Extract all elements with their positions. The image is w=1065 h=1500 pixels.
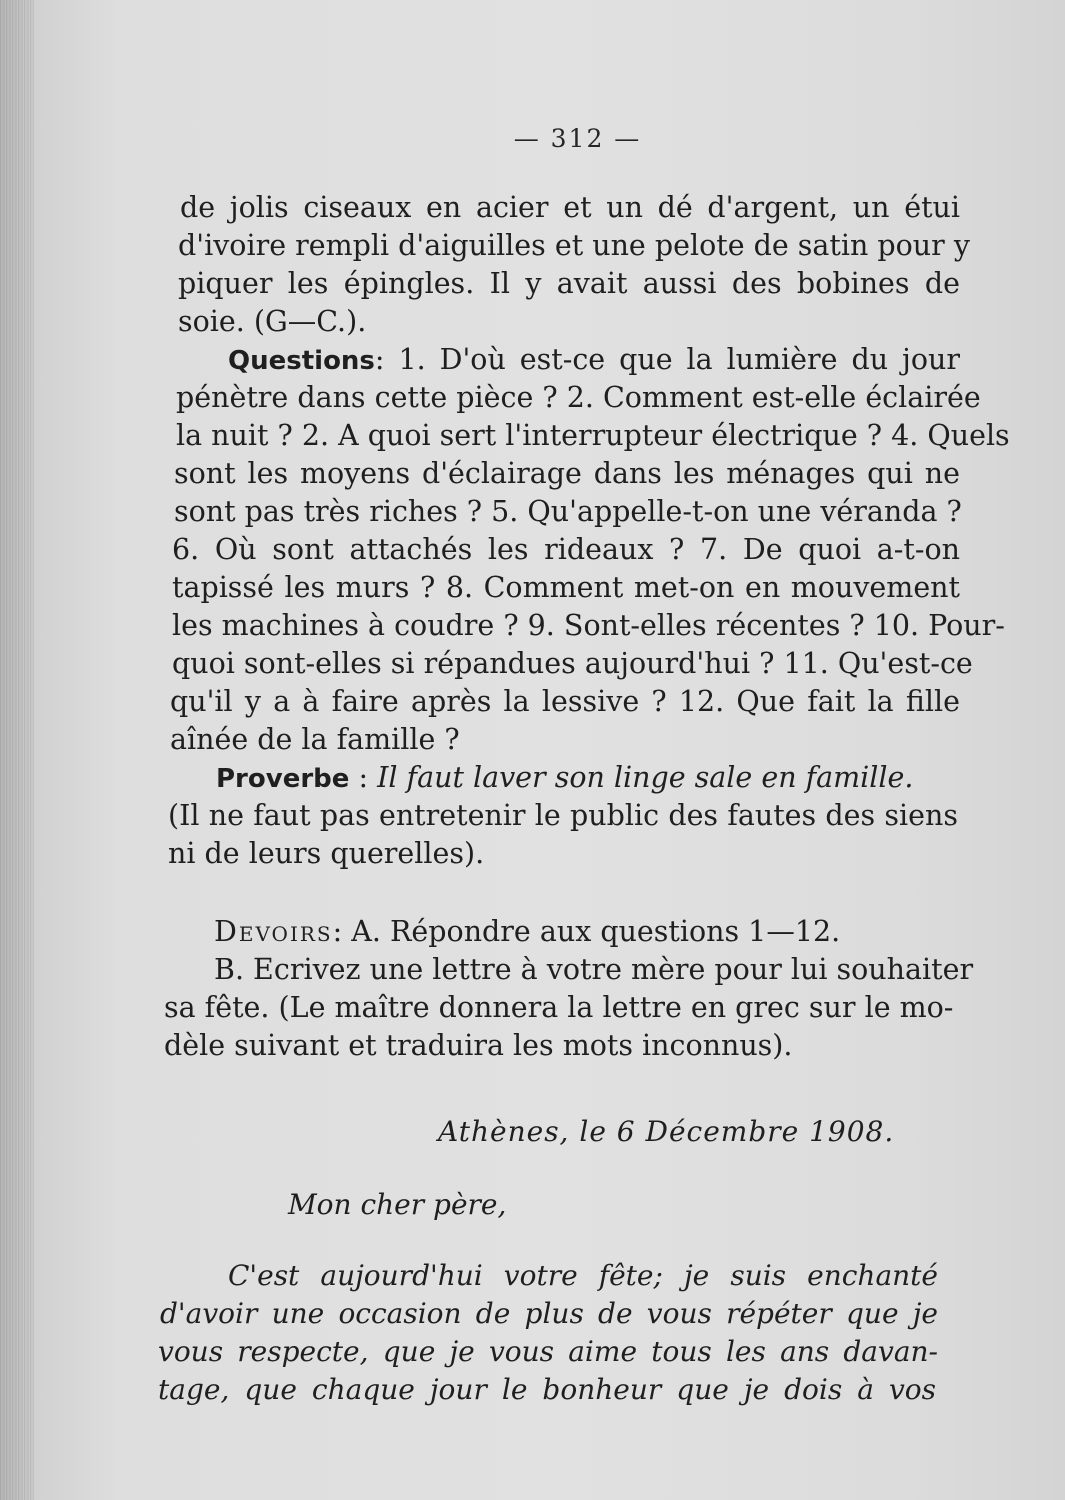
questions-line: les machines à coudre ? 9. Sont-elles récentes ? 10. Pour- — [172, 609, 1005, 642]
letter-date: Athènes, le 6 Décembre 1908. — [438, 1115, 895, 1148]
questions-line-1 — [228, 342, 960, 379]
questions-line: tapissé les murs ? 8. Comment met-on en mouvement — [172, 571, 960, 604]
devoirs-line-last: dèle suivant et traduira les mots inconnus). — [164, 1029, 793, 1062]
devoirs-line-1 — [214, 914, 958, 950]
letter-line: C'est aujourd'hui votre fête; je suis enchanté — [228, 1259, 938, 1292]
page-number: — 312 — — [513, 124, 642, 153]
proverbe-separator: : — [358, 761, 369, 794]
devoirs-first-text: : A. Répondre aux questions 1—12. — [332, 915, 841, 948]
questions-line: quoi sont-elles si répandues aujourd'hui ? 11. Qu'est-ce — [172, 647, 973, 680]
questions-line: sont les moyens d'éclairage dans les ménages qui ne — [174, 457, 960, 490]
paragraph1-line-3: piquer les épingles. Il y avait aussi des bobines de — [178, 267, 960, 300]
letter-line: d'avoir une occasion de plus de vous répéter que je — [160, 1297, 938, 1330]
questions-line: qu'il y a à faire après la lessive ? 12. Que fait la fille — [170, 685, 960, 718]
letter-line: tage, que chaque jour le bonheur que je dois à vos — [158, 1373, 936, 1406]
proverbe-label: Proverbe — [216, 764, 350, 794]
proverbe-explanation-line: (Il ne faut pas entretenir le public des fautes des siens — [168, 799, 958, 832]
devoirs-label: Devoirs — [214, 915, 333, 948]
paragraph1-line-1: de jolis ciseaux en acier et un dé d'argent, un étui — [180, 191, 960, 224]
proverbe-text: Il faut laver son linge sale en famille. — [377, 761, 914, 794]
questions-line: sont pas très riches ? 5. Qu'appelle-t-on une véranda ? — [174, 495, 962, 528]
questions-line: la nuit ? 2. A quoi sert l'interrupteur électrique ? 4. Quels — [176, 419, 1010, 452]
proverbe-line — [216, 760, 960, 797]
questions-line-last: aînée de la famille ? — [170, 723, 460, 756]
questions-label: Questions — [228, 346, 375, 376]
page-edge-shadow — [0, 0, 34, 1500]
proverbe-explanation-line-last: ni de leurs querelles). — [168, 837, 485, 870]
devoirs-line: sa fête. (Le maître donnera la lettre en grec sur le mo- — [164, 991, 954, 1024]
questions-first-text: : 1. D'où est-ce que la lumière du jour — [374, 343, 960, 376]
questions-line: pénètre dans cette pièce ? 2. Comment est-elle éclairée — [176, 381, 981, 414]
paragraph1-line-2: d'ivoire rempli d'aiguilles et une pelote de satin pour y — [178, 229, 970, 262]
letter-line: vous respecte, que je vous aime tous les ans davan- — [158, 1335, 938, 1368]
questions-line: 6. Où sont attachés les rideaux ? 7. De quoi a-t-on — [172, 533, 960, 566]
letter-salutation: Mon cher père, — [288, 1188, 507, 1221]
paragraph1-line-4: soie. (G—C.). — [178, 305, 367, 338]
devoirs-line: B. Ecrivez une lettre à votre mère pour lui souhaiter — [214, 953, 974, 986]
